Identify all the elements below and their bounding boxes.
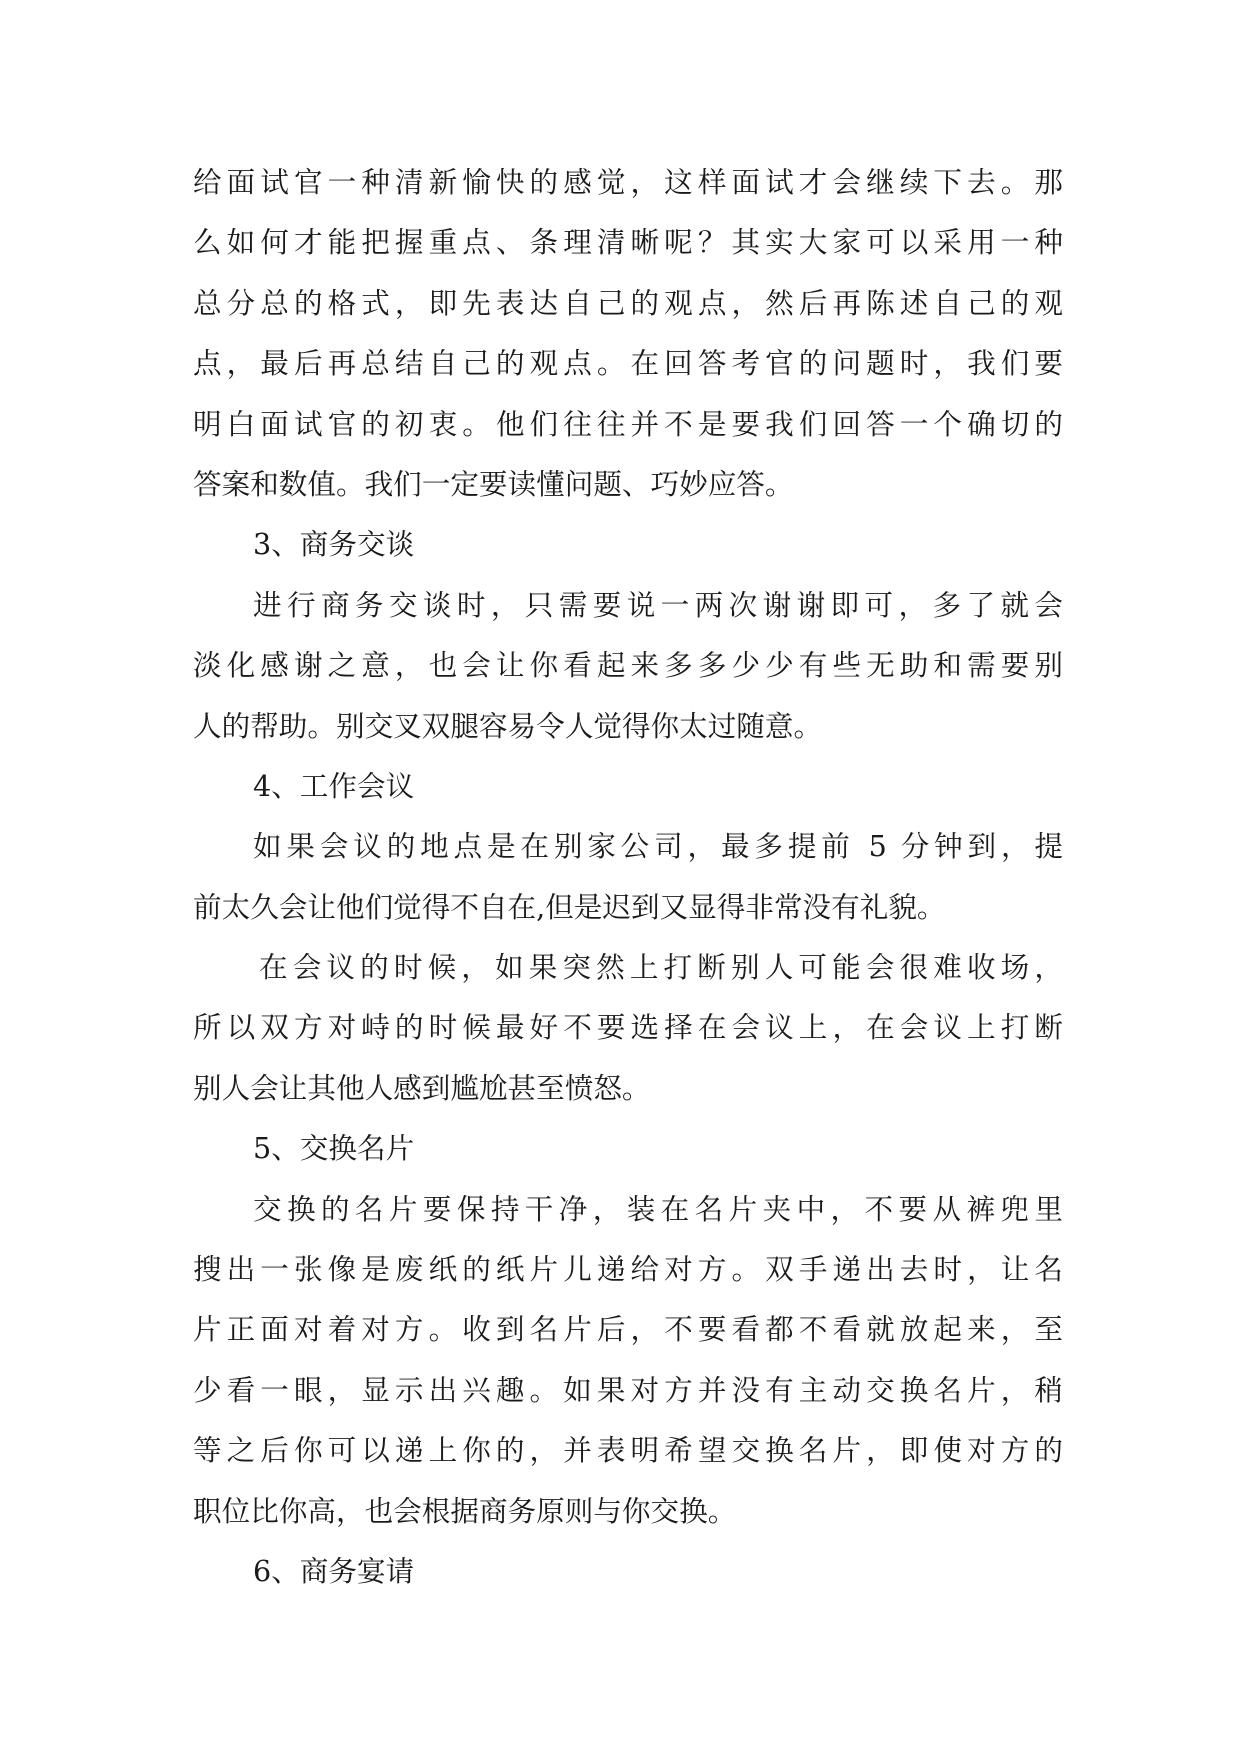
document-body [193, 152, 1063, 1601]
section-paragraph-exchange-cards [193, 1179, 1063, 1541]
text-line: 淡化感谢之意，也会让你看起来多多少少有些无助和需要别 [193, 648, 1063, 683]
text-line: 点，最后再总结自己的观点。在回答考官的问题时，我们要 [193, 346, 1063, 381]
text-line: 么如何才能把握重点、条理清晰呢？其实大家可以采用一种 [193, 225, 1063, 260]
intro-paragraph [193, 152, 1063, 514]
text-line: 所以双方对峙的时候最好不要选择在会议上，在会议上打断 [193, 1010, 1063, 1045]
text-line: 给面试官一种清新愉快的感觉，这样面试才会继续下去。那 [193, 165, 1063, 199]
section-heading-business-talk: 3、商务交谈 [253, 527, 415, 562]
section-paragraph-work-meeting-1 [193, 816, 1063, 937]
section-paragraph-work-meeting-2 [193, 937, 1063, 1118]
text-line: 少看一眼，显示出兴趣。如果对方并没有主动交换名片，稍 [193, 1372, 1063, 1407]
text-line: 明白面试官的初衷。他们往往并不是要我们回答一个确切的 [193, 406, 1063, 441]
text-line: 答案和数值。我们一定要读懂问题、巧妙应答。 [193, 466, 794, 501]
section-paragraph-business-talk [193, 575, 1063, 756]
text-line: 人的帮助。别交叉双腿容易令人觉得你太过随意。 [193, 708, 823, 743]
section-heading-work-meeting: 4、工作会议 [253, 768, 415, 803]
text-line: 在会议的时候，如果突然上打断别人可能会很难收场， [259, 950, 1063, 985]
text-line: 如果会议的地点是在别家公司，最多提前 5 分钟到，提 [253, 829, 1063, 864]
text-line: 片正面对着对方。收到名片后，不要看都不看就放起来，至 [193, 1312, 1063, 1347]
text-line: 交换的名片要保持干净，装在名片夹中，不要从裤兜里 [253, 1191, 1063, 1226]
text-line: 职位比你高，也会根据商务原则与你交换。 [193, 1493, 737, 1528]
section-heading-business-banquet: 6、商务宴请 [253, 1553, 415, 1588]
section-heading-exchange-cards: 5、交换名片 [253, 1131, 415, 1166]
text-line: 别人会让其他人感到尴尬甚至愤怒。 [193, 1070, 651, 1105]
text-line: 搜出一张像是废纸的纸片儿递给对方。双手递出去时，让名 [193, 1252, 1063, 1287]
text-line: 进行商务交谈时，只需要说一两次谢谢即可，多了就会 [253, 587, 1063, 622]
text-line: 前太久会让他们觉得不自在,但是迟到又显得非常没有礼貌。 [193, 889, 946, 924]
text-line: 等之后你可以递上你的，并表明希望交换名片，即使对方的 [193, 1433, 1063, 1468]
text-line: 总分总的格式，即先表达自己的观点，然后再陈述自己的观 [193, 285, 1063, 320]
